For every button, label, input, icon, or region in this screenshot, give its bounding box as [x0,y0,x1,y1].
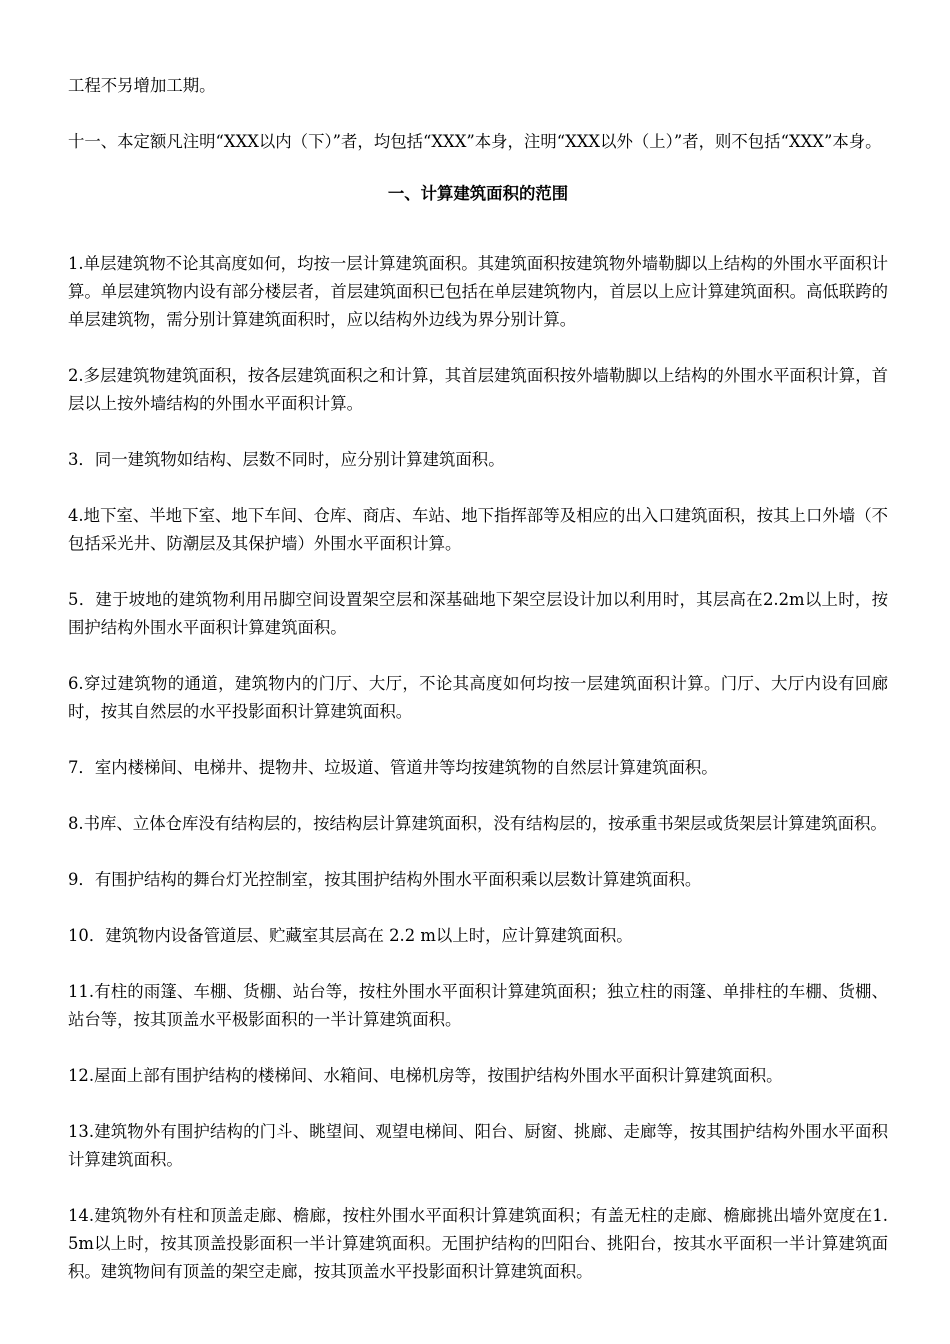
rule-9: 9．有围护结构的舞台灯光控制室，按其围护结构外围水平面积乘以层数计算建筑面积。 [68,870,702,889]
intro-paragraph-2: 十一、本定额凡注明“XXX以内（下）”者，均包括“XXX”本身，注明“XXX以外（上）”者，则不包括“XXX”本身。 [68,132,882,151]
spacer [68,558,888,586]
spacer [68,838,888,866]
spacer [68,642,888,670]
spacer [68,894,888,922]
rule-7: 7．室内楼梯间、电梯井、提物井、垃圾道、管道井等均按建筑物的自然层计算建筑面积。 [68,758,718,777]
spacer [68,100,888,128]
rule-5: 5．建于坡地的建筑物利用吊脚空间设置架空层和深基础地下架空层设计加以利用时，其层高在2.2m以上时，按围护结构外围水平面积计算建筑面积。 [68,590,888,637]
spacer [68,418,888,446]
rule-11: 11.有柱的雨篷、车棚、货棚、站台等，按柱外围水平面积计算建筑面积；独立柱的雨篷、单排柱的车棚、货棚、站台等，按其顶盖水平极影面积的一半计算建筑面积。 [68,982,888,1029]
rule-4: 4.地下室、半地下室、地下车间、仓库、商店、车站、地下指挥部等及相应的出入口建筑面积，按其上口外墙（不包括采光井、防潮层及其保护墙）外围水平面积计算。 [68,506,888,553]
spacer [68,474,888,502]
spacer [68,726,888,754]
rule-1: 1.单层建筑物不论其高度如何，均按一层计算建筑面积。其建筑面积按建筑物外墙勒脚以上结构的外围水平面积计算。单层建筑物内设有部分楼层者，首层建筑面积已包括在单层建筑物内，首层以上应计算建筑面积。高低联跨的单层建筑物，需分别计算建筑面积时，应以结构外边线为界分别计算。 [68,254,888,329]
spacer [68,950,888,978]
spacer [68,1090,888,1118]
rule-12: 12.屋面上部有围护结构的楼梯间、水箱间、电梯机房等，按围护结构外围水平面积计算建筑面积。 [68,1066,783,1085]
spacer [68,156,888,180]
rule-13: 13.建筑物外有围护结构的门斗、眺望间、观望电梯间、阳台、厨窗、挑廊、走廊等，按其围护结构外围水平面积计算建筑面积。 [68,1122,888,1169]
intro-paragraph-1: 工程不另增加工期。 [68,76,216,95]
rule-10: 10．建筑物内设备管道层、贮藏室其层高在 2.2 m以上时，应计算建筑面积。 [68,926,633,945]
spacer [68,208,888,250]
spacer [68,334,888,362]
rule-3: 3．同一建筑物如结构、层数不同时，应分别计算建筑面积。 [68,450,505,469]
section-heading: 一、计算建筑面积的范围 [387,184,569,203]
spacer [68,1174,888,1202]
document-page [68,72,888,1286]
rule-6: 6.穿过建筑物的通道，建筑物内的门厅、大厅，不论其高度如何均按一层建筑面积计算。门厅、大厅内设有回廊时，按其自然层的水平投影面积计算建筑面积。 [68,674,888,721]
rule-2: 2.多层建筑物建筑面积，按各层建筑面积之和计算，其首层建筑面积按外墙勒脚以上结构的外围水平面积计算，首层以上按外墙结构的外围水平面积计算。 [68,366,888,413]
spacer [68,782,888,810]
rule-8: 8.书库、立体仓库没有结构层的，按结构层计算建筑面积，没有结构层的，按承重书架层或货架层计算建筑面积。 [68,814,887,833]
rule-14: 14.建筑物外有柱和顶盖走廊、檐廊，按柱外围水平面积计算建筑面积；有盖无柱的走廊、檐廊挑出墙外宽度在1.5m以上时，按其顶盖投影面积一半计算建筑面积。无围护结构的凹阳台、挑阳台，按其水平面积一半计算建筑面积。建筑物间有顶盖的架空走廊，按其顶盖水平投影面积计算建筑面积。 [68,1206,888,1281]
spacer [68,1034,888,1062]
